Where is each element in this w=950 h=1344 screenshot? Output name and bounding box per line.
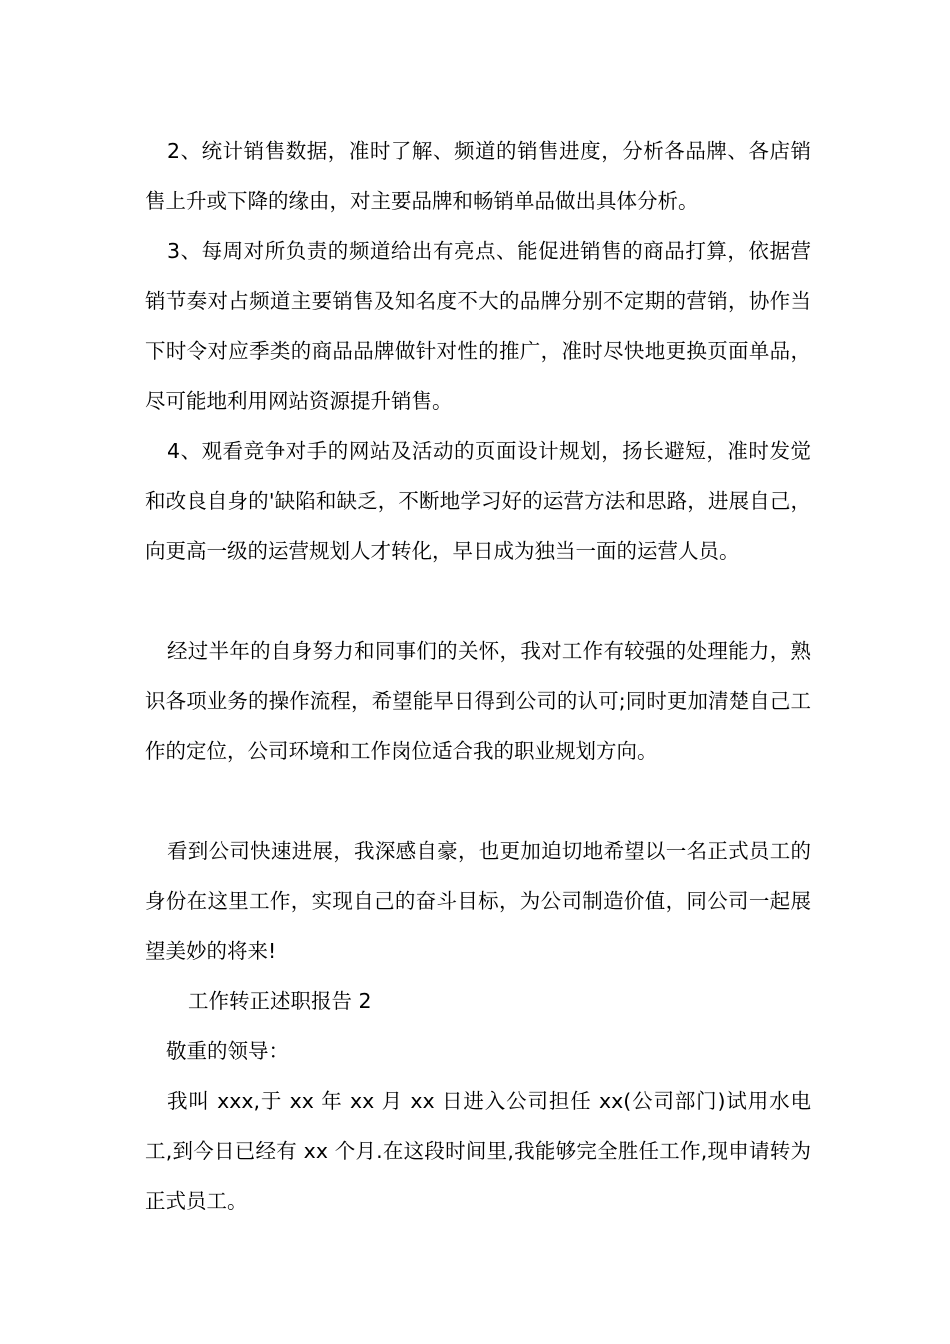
paragraph-competitor-analysis: 4、观看竞争对手的网站及活动的页面设计规划，扬长避短，准时发觉和改良自身的'缺陷和缺乏，不断地学习好的运营方法和思路，进展自己，向更高一级的运营规划人才转化，早日成为独当一面的运营人员。 bbox=[145, 439, 811, 563]
salutation: 敬重的领导： bbox=[166, 1039, 289, 1063]
paragraph-half-year-summary: 经过半年的自身努力和同事们的关怀，我对工作有较强的处理能力，熟识各项业务的操作流程，希望能早日得到公司的认可;同时更加清楚自己工作的定位，公司环境和工作岗位适合我的职业规划方向。 bbox=[145, 639, 811, 763]
paragraph-weekly-plan: 3、每周对所负责的频道给出有亮点、能促进销售的商品打算，依据营销节奏对占频道主要销售及知名度不大的品牌分别不定期的营销，协作当下时令对应季类的商品品牌做针对性的推广，准时尽快地更换页面单品，尽可能地利用网站资源提升销售。 bbox=[145, 239, 811, 413]
paragraph-introduction: 我叫 xxx,于 xx 年 xx 月 xx 日进入公司担任 xx(公司部门)试用水电工,到今日已经有 xx 个月.在这段时间里,我能够完全胜任工作,现申请转为正式员工。 bbox=[145, 1089, 811, 1213]
paragraph-company-progress: 看到公司快速进展，我深感自豪，也更加迫切地希望以一名正式员工的身份在这里工作，实现自己的奋斗目标，为公司制造价值，同公司一起展望美妙的将来! bbox=[145, 839, 811, 963]
section-heading: 工作转正述职报告 2 bbox=[188, 989, 372, 1013]
paragraph-sales-data: 2、统计销售数据，准时了解、频道的销售进度，分析各品牌、各店销售上升或下降的缘由，对主要品牌和畅销单品做出具体分析。 bbox=[145, 139, 811, 213]
